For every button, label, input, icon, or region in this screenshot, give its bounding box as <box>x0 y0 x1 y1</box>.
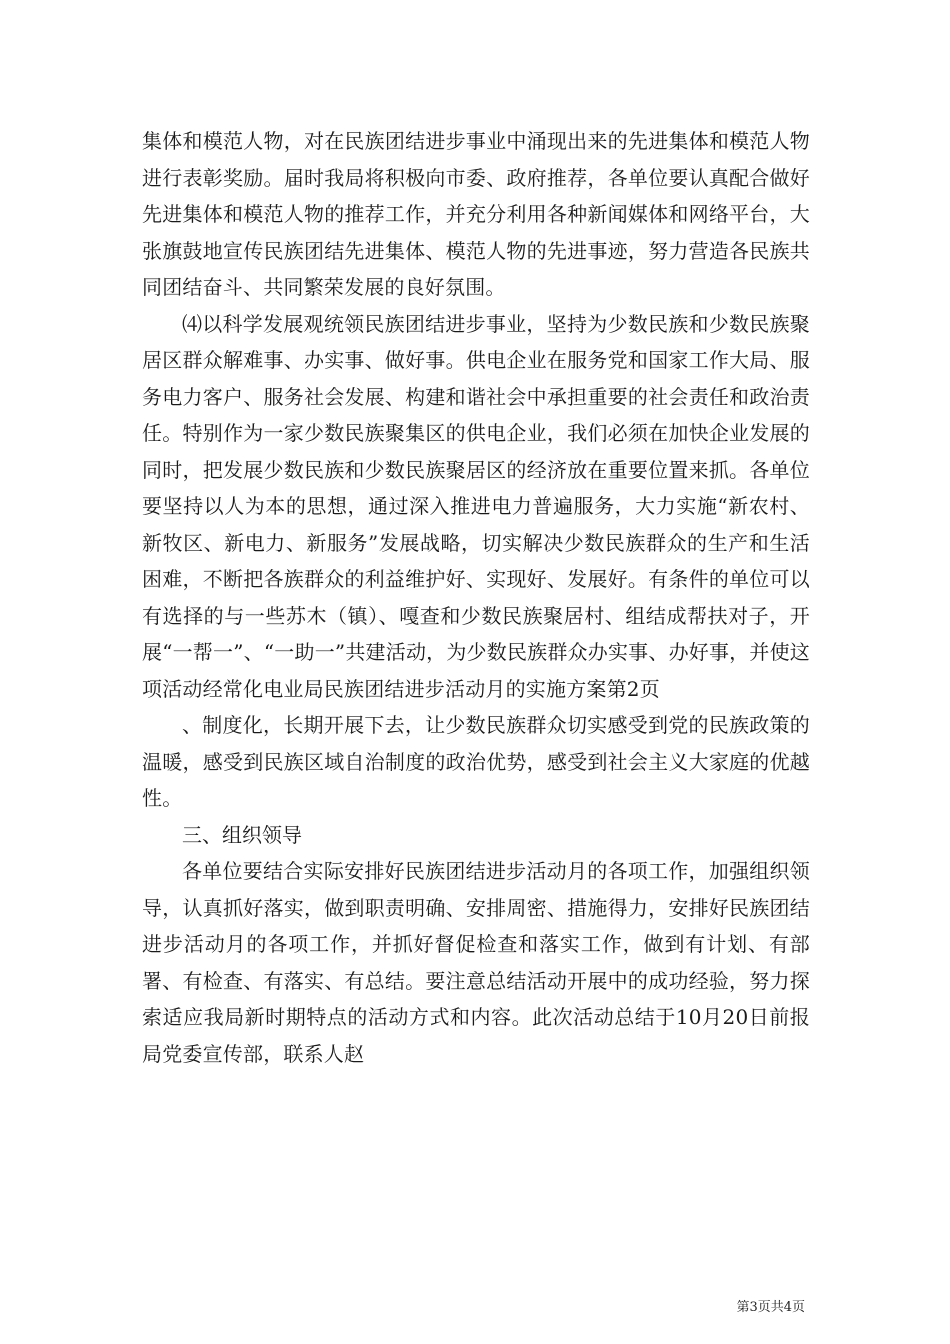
paragraph-commendation: 集体和模范人物，对在民族团结进步事业中涌现出来的先进集体和模范人物进行表彰奖励。届时我局将积极向市委、政府推荐，各单位要认真配合做好先进集体和模范人物的推荐工作，并充分利用各种新闻媒体和网络平台，大张旗鼓地宣传民族团结先进集体、模范人物的先进事迹，努力营造各民族共同团结奋斗、共同繁荣发展的良好氛围。 <box>142 129 810 299</box>
paragraph-organization: 各单位要结合实际安排好民族团结进步活动月的各项工作，加强组织领导，认真抓好落实，做到职责明确、安排周密、措施得力，安排好民族团结进步活动月的各项工作，并抓好督促检查和落实工作，做到有计划、有部署、有检查、有落实、有总结。要注意总结活动开展中的成功经验，努力探索适应我局新时期特点的活动方式和内容。此次活动总结于10月20日前报局党委宣传部，联系人赵 <box>142 859 810 1066</box>
section-heading-organization: 三、组织领导 <box>182 822 302 847</box>
paragraph-item-four: ⑷以科学发展观统领民族团结进步事业，坚持为少数民族和少数民族聚居区群众解难事、办实事、做好事。供电企业在服务党和国家工作大局、服务电力客户、服务社会发展、构建和谐社会中承担重要的社会责任和政治责任。特别作为一家少数民族聚集区的供电企业，我们必须在加快企业发展的同时，把发展少数民族和少数民族聚居区的经济放在重要位置来抓。各单位要坚持以人为本的思想，通过深入推进电力普遍服务，大力实施“新农村、新牧区、新电力、新服务”发展战略，切实解决少数民族群众的生产和生活困难，不断把各族群众的利益维护好、实现好、发展好。有条件的单位可以有选择的与一些苏木（镇）、嘎查和少数民族聚居村、组结成帮扶对子，开展“一帮一”、“一助一”共建活动，为少数民族群众办实事、办好事，并使这项活动经常化电业局民族团结进步活动月的实施方案第2页 <box>142 311 810 701</box>
page-number-footer: 第3页共4页 <box>736 1300 805 1315</box>
document-body <box>142 123 810 1072</box>
paragraph-continuation: 、制度化，长期开展下去，让少数民族群众切实感受到党的民族政策的温暖，感受到民族区域自治制度的政治优势，感受到社会主义大家庭的优越性。 <box>142 713 810 810</box>
